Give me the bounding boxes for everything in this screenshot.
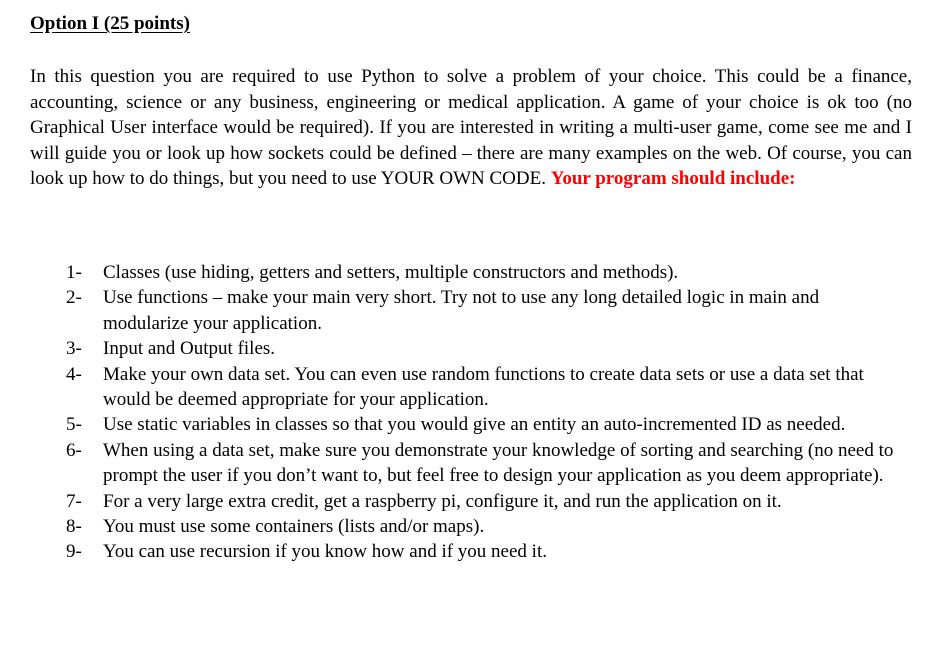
section-heading: Option I (25 points): [30, 13, 190, 34]
list-item: [66, 260, 906, 285]
list-item: [66, 362, 906, 413]
list-item-number: 2-: [66, 287, 82, 309]
list-item-text: Make your own data set. You can even use random functions to create data sets or use a data set that would be deemed appropriate for your application.: [103, 363, 864, 411]
intro-paragraph: [30, 64, 912, 192]
list-item: [66, 539, 906, 564]
list-item: [66, 489, 906, 514]
intro-emphasis: Your program should include:: [550, 168, 796, 190]
list-item-number: 4-: [66, 363, 82, 385]
list-item-text: You can use recursion if you know how and if you need it.: [103, 541, 547, 563]
list-item-text: For a very large extra credit, get a raspberry pi, configure it, and run the application on it.: [103, 490, 782, 512]
list-item-number: 7-: [66, 490, 82, 512]
list-item-number: 9-: [66, 541, 82, 563]
list-item-text: Classes (use hiding, getters and setters, multiple constructors and methods).: [103, 262, 679, 283]
list-item-text: Use functions – make your main very short. Try not to use any long detailed logic in main and modularize your application.: [103, 287, 820, 334]
list-item-text: Use static variables in classes so that you would give an entity an auto-incremented ID as needed.: [103, 414, 846, 436]
list-item: [66, 412, 906, 437]
list-item-number: 5-: [66, 414, 82, 436]
list-item-number: 1-: [66, 262, 82, 283]
requirements-list: [66, 260, 906, 565]
list-item-number: 3-: [66, 338, 82, 360]
intro-text: In this question you are required to use Python to solve a problem of your choice. This could be a finance, accounting, science or any business, engineering or medical application. A game of your choice is ok too (no Graphical User interface would be required). If you are interested in writing a multi-user game, come see me and I will guide you or look up how sockets could be defined – there are many examples on the web. Of course, you can look up how to do things, but you need to use YOUR OWN CODE.: [30, 66, 912, 190]
list-item: [66, 438, 906, 489]
list-item-number: 6-: [66, 439, 82, 461]
list-item-number: 8-: [66, 516, 82, 538]
list-item: [66, 336, 906, 361]
list-item-text: When using a data set, make sure you demonstrate your knowledge of sorting and searching (no need to prompt the user if you don’t want to, but feel free to design your application as you deem appropriate).: [103, 439, 894, 487]
list-item: [66, 285, 906, 336]
list-item: [66, 514, 906, 539]
list-item-text: Input and Output files.: [103, 338, 276, 360]
list-item-text: You must use some containers (lists and/or maps).: [103, 516, 485, 538]
